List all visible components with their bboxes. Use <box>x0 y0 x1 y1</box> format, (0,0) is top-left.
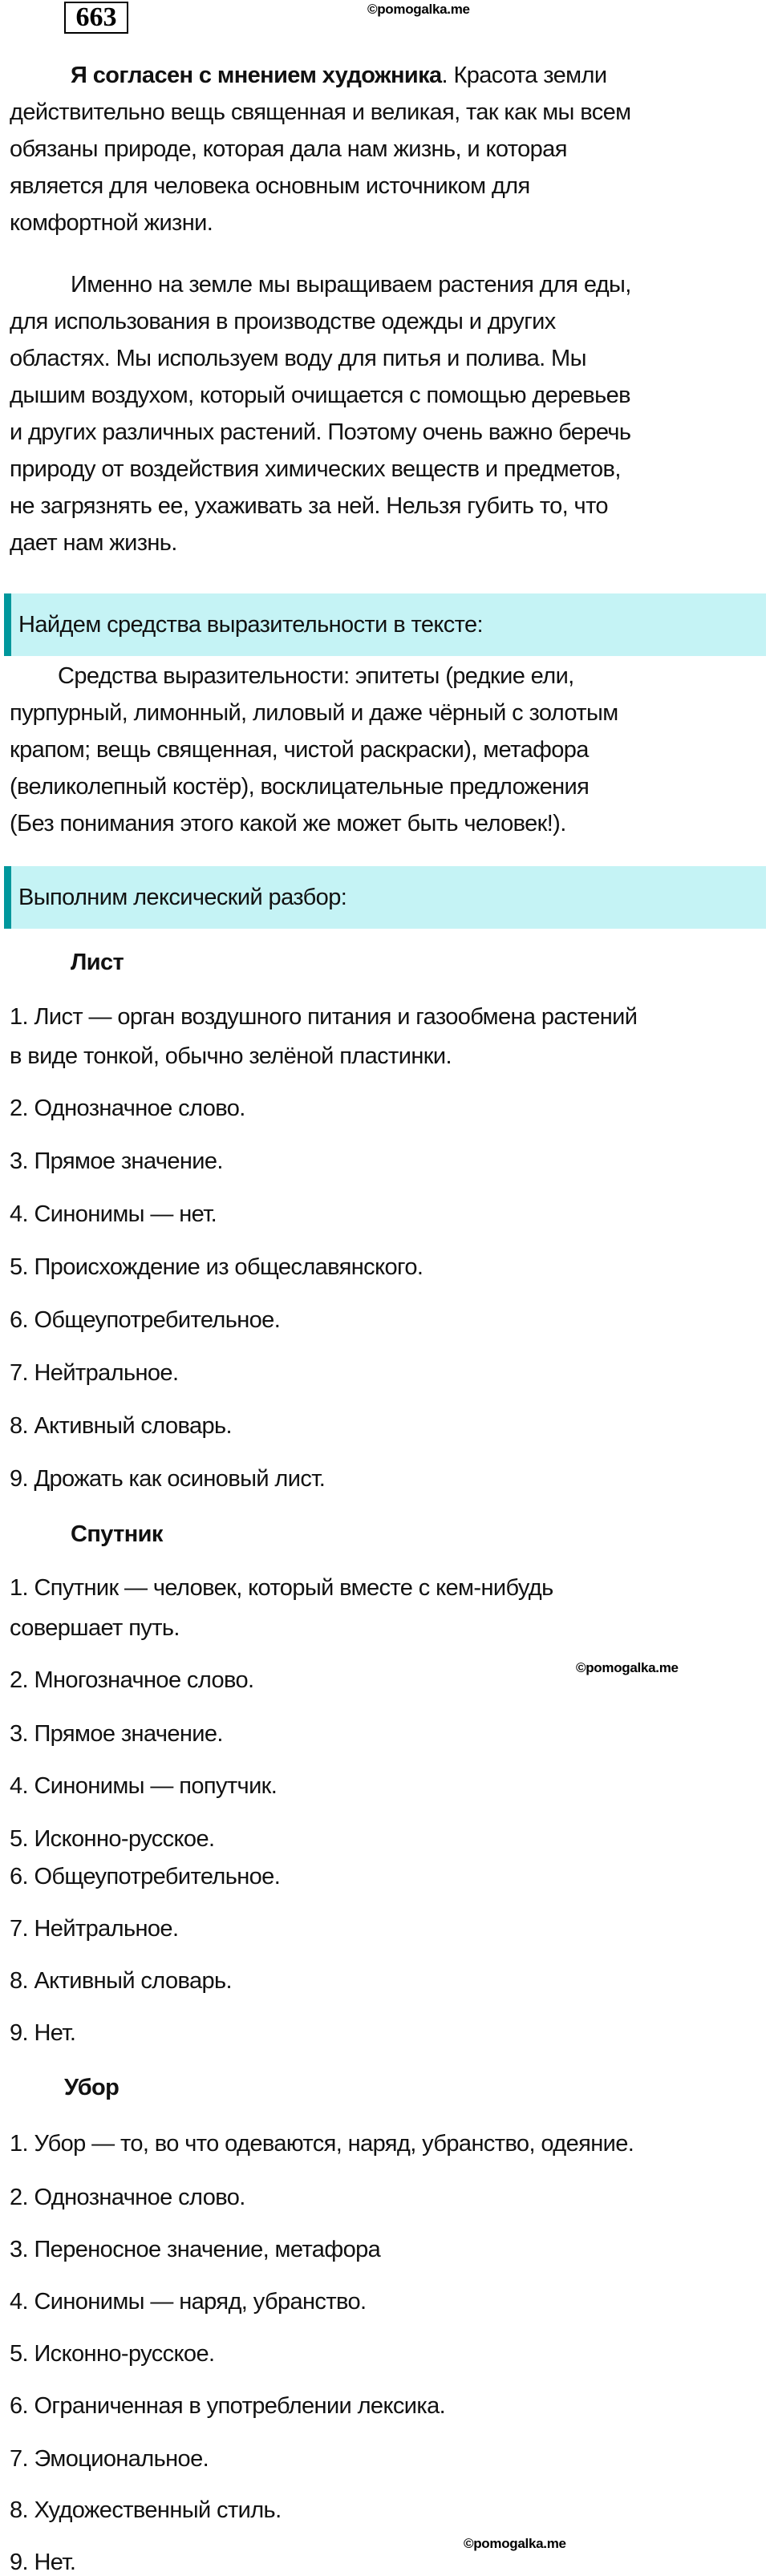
expressive-line: пурпурный, лимонный, лиловый и даже чёрный с золотым <box>10 700 618 726</box>
intro-line: комфортной жизни. <box>10 210 213 236</box>
list-item: 2. Многозначное слово. <box>10 1667 254 1693</box>
list-item: 9. Дрожать как осиновый лист. <box>10 1466 326 1492</box>
expressive-line: Средства выразительности: эпитеты (редкие ели, <box>58 663 574 689</box>
word-heading-list: Лист <box>71 950 124 975</box>
list-item: 4. Синонимы — нет. <box>10 1201 217 1227</box>
section-banner-lexical <box>4 866 766 929</box>
word-heading-sputnik: Спутник <box>71 1521 163 1547</box>
list-item: 6. Ограниченная в употреблении лексика. <box>10 2393 446 2419</box>
section-title-lexical: Выполним лексический разбор: <box>18 885 347 910</box>
paragraph2-line: для использования в производстве одежды и других <box>10 309 556 334</box>
list-item: 4. Синонимы — наряд, убранство. <box>10 2289 367 2315</box>
task-number: 663 <box>75 2 117 32</box>
list-item: 1. Спутник — человек, который вместе с кем-нибудь <box>10 1575 553 1601</box>
expressive-line: (великолепный костёр), восклицательные предложения <box>10 774 590 800</box>
watermark-middle: ©pomogalka.me <box>576 1660 679 1675</box>
list-item: 7. Нейтральное. <box>10 1360 179 1386</box>
list-item: 1. Убор — то, во что одеваются, наряд, убранство, одеяние. <box>10 2131 634 2157</box>
paragraph2-line: природу от воздействия химических веществ и предметов, <box>10 456 621 482</box>
section-title-expressive: Найдем средства выразительности в тексте: <box>18 612 484 638</box>
banner-accent-bar <box>4 593 11 656</box>
task-number-box <box>64 2 128 34</box>
list-item: 8. Художественный стиль. <box>10 2497 282 2523</box>
list-item: 7. Нейтральное. <box>10 1916 179 1942</box>
list-item: 2. Однозначное слово. <box>10 1096 245 1121</box>
banner-accent-bar <box>4 866 11 929</box>
list-item: 3. Прямое значение. <box>10 1148 223 1174</box>
list-item: 3. Переносное значение, метафора <box>10 2237 381 2262</box>
intro-line: обязаны природе, которая дала нам жизнь, и которая <box>10 136 567 162</box>
list-item: 8. Активный словарь. <box>10 1968 232 1994</box>
word-heading-ubor: Убор <box>64 2075 120 2100</box>
section-banner-expressive <box>4 593 766 656</box>
list-item: 3. Прямое значение. <box>10 1721 223 1747</box>
paragraph2-line: областях. Мы используем воду для питья и полива. Мы <box>10 346 586 371</box>
paragraph2-line: дышим воздухом, который очищается с помощью деревьев <box>10 383 630 408</box>
expressive-line: (Без понимания этого какой же может быть человек!). <box>10 811 566 836</box>
list-item-cont: в виде тонкой, обычно зелёной пластинки. <box>10 1043 452 1069</box>
watermark-bottom: ©pomogalka.me <box>464 2536 566 2551</box>
list-item: 1. Лист — орган воздушного питания и газообмена растений <box>10 1004 638 1030</box>
list-item: 4. Синонимы — попутчик. <box>10 1773 278 1799</box>
list-item: 2. Однозначное слово. <box>10 2185 245 2210</box>
list-item: 5. Исконно-русское. <box>10 2341 215 2367</box>
intro-line: является для человека основным источником для <box>10 173 530 199</box>
list-item: 9. Нет. <box>10 2020 76 2046</box>
paragraph2-line: и других различных растений. Поэтому очень важно беречь <box>10 419 631 445</box>
list-item-cont: совершает путь. <box>10 1615 180 1641</box>
intro-first-line <box>71 62 606 89</box>
paragraph2-line: дает нам жизнь. <box>10 530 177 556</box>
list-item: 6. Общеупотребительное. <box>10 1864 281 1889</box>
list-item: 7. Эмоциональное. <box>10 2446 209 2472</box>
list-item: 6. Общеупотребительное. <box>10 1307 281 1333</box>
list-item: 5. Происхождение из общеславянского. <box>10 1254 424 1280</box>
paragraph2-line: Именно на земле мы выращиваем растения для еды, <box>71 272 631 298</box>
expressive-line: крапом; вещь священная, чистой раскраски), метафора <box>10 737 589 763</box>
list-item: 5. Исконно-русское. <box>10 1826 215 1852</box>
intro-line: действительно вещь священная и великая, так как мы всем <box>10 99 631 125</box>
intro-bold-lead: Я согласен с мнением художника <box>71 63 442 88</box>
paragraph2-line: не загрязнять ее, ухаживать за ней. Нельзя губить то, что <box>10 493 608 519</box>
watermark-top: ©pomogalka.me <box>367 2 470 17</box>
intro-lead-rest: . Красота земли <box>441 63 607 88</box>
list-item: 8. Активный словарь. <box>10 1413 232 1439</box>
list-item: 9. Нет. <box>10 2550 76 2575</box>
